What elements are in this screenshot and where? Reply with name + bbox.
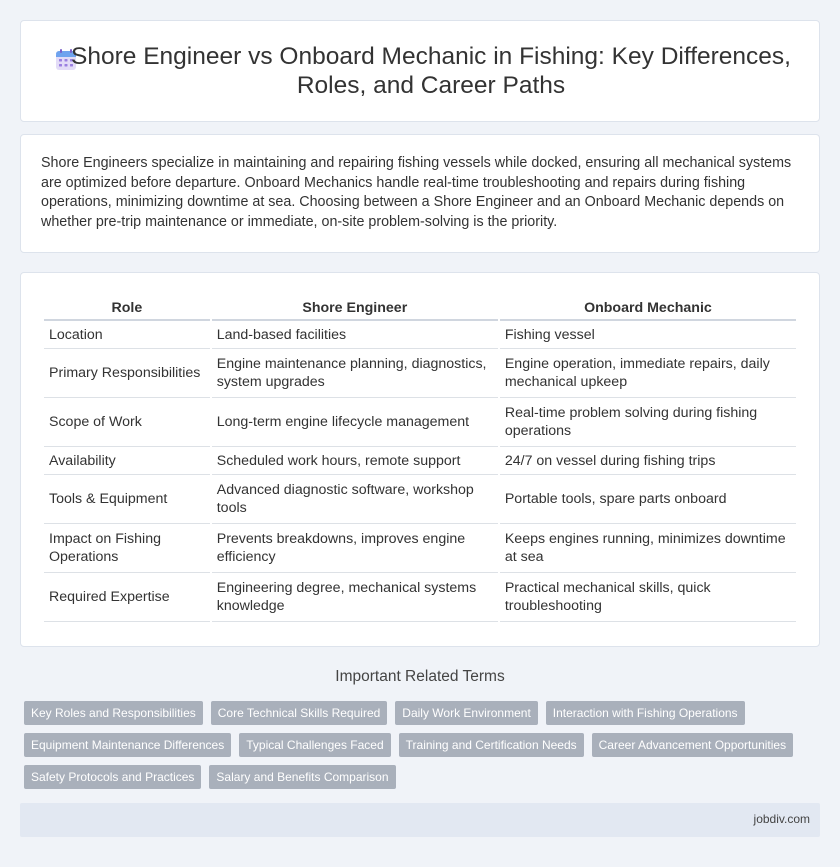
table-cell: Keeps engines running, minimizes downtime at sea bbox=[500, 524, 796, 573]
footer bbox=[20, 803, 820, 837]
table-cell: Required Expertise bbox=[44, 573, 210, 622]
tag-safety-protocols[interactable]: Safety Protocols and Practices bbox=[24, 765, 201, 789]
table-cell: Prevents breakdowns, improves engine efficiency bbox=[212, 524, 498, 573]
table-row bbox=[44, 321, 796, 349]
intro-paragraph: Shore Engineers specialize in maintaining and repairing fishing vessels while docked, ensuring all mechanical systems are optimized before departure. Onboard Mechanics handle real-time troubleshooting and repairs during fishing operations, minimizing downtime at sea. Choosing between a Shore Engineer and an Onboard Mechanic depends on whether pre-trip maintenance or immediate, on-site problem-solving is the priority. bbox=[41, 155, 792, 230]
table-cell: Land-based facilities bbox=[212, 321, 498, 349]
table-cell: Advanced diagnostic software, workshop tools bbox=[212, 475, 498, 524]
column-header-shore-engineer: Shore Engineer bbox=[212, 297, 498, 321]
table-cell: Engine operation, immediate repairs, daily mechanical upkeep bbox=[500, 349, 796, 398]
intro-card bbox=[20, 134, 820, 253]
table-cell: Location bbox=[44, 321, 210, 349]
table-cell: Portable tools, spare parts onboard bbox=[500, 475, 796, 524]
table-cell: Long-term engine lifecycle management bbox=[212, 398, 498, 447]
table-cell: Scheduled work hours, remote support bbox=[212, 447, 498, 475]
title-card bbox=[20, 20, 820, 122]
table-row bbox=[44, 398, 796, 447]
table-row bbox=[44, 573, 796, 622]
tag-training-certification[interactable]: Training and Certification Needs bbox=[399, 733, 584, 757]
comparison-table bbox=[42, 297, 798, 622]
column-header-onboard-mechanic: Onboard Mechanic bbox=[500, 297, 796, 321]
tag-salary-benefits[interactable]: Salary and Benefits Comparison bbox=[209, 765, 395, 789]
page-title: Shore Engineer vs Onboard Mechanic in Fishing: Key Differences, Roles, and Career Paths bbox=[71, 43, 791, 99]
tag-key-roles[interactable]: Key Roles and Responsibilities bbox=[24, 701, 203, 725]
tag-row bbox=[24, 701, 804, 725]
tag-typical-challenges[interactable]: Typical Challenges Faced bbox=[239, 733, 390, 757]
table-cell: Engineering degree, mechanical systems knowledge bbox=[212, 573, 498, 622]
table-cell: Engine maintenance planning, diagnostics, system upgrades bbox=[212, 349, 498, 398]
table-cell: 24/7 on vessel during fishing trips bbox=[500, 447, 796, 475]
table-row bbox=[44, 447, 796, 475]
related-terms-heading: Important Related Terms bbox=[335, 668, 505, 685]
table-row bbox=[44, 524, 796, 573]
table-cell: Impact on Fishing Operations bbox=[44, 524, 210, 573]
table-row bbox=[44, 475, 796, 524]
table-cell: Primary Responsibilities bbox=[44, 349, 210, 398]
table-cell: Fishing vessel bbox=[500, 321, 796, 349]
table-cell: Tools & Equipment bbox=[44, 475, 210, 524]
table-cell: Real-time problem solving during fishing operations bbox=[500, 398, 796, 447]
footer-site-link[interactable]: jobdiv.com bbox=[753, 812, 810, 826]
tag-core-technical-skills[interactable]: Core Technical Skills Required bbox=[211, 701, 388, 725]
table-cell: Availability bbox=[44, 447, 210, 475]
table-row bbox=[44, 349, 796, 398]
column-header-role: Role bbox=[44, 297, 210, 321]
tag-interaction-fishing-operations[interactable]: Interaction with Fishing Operations bbox=[546, 701, 745, 725]
tag-row bbox=[24, 733, 804, 757]
related-terms-tags bbox=[24, 701, 804, 797]
table-cell: Scope of Work bbox=[44, 398, 210, 447]
tag-career-advancement[interactable]: Career Advancement Opportunities bbox=[592, 733, 793, 757]
tag-equipment-maintenance[interactable]: Equipment Maintenance Differences bbox=[24, 733, 231, 757]
tag-row bbox=[24, 765, 804, 789]
table-header-row bbox=[44, 297, 796, 321]
comparison-card bbox=[20, 272, 820, 647]
table-cell: Practical mechanical skills, quick troubleshooting bbox=[500, 573, 796, 622]
tag-daily-work-environment[interactable]: Daily Work Environment bbox=[395, 701, 537, 725]
